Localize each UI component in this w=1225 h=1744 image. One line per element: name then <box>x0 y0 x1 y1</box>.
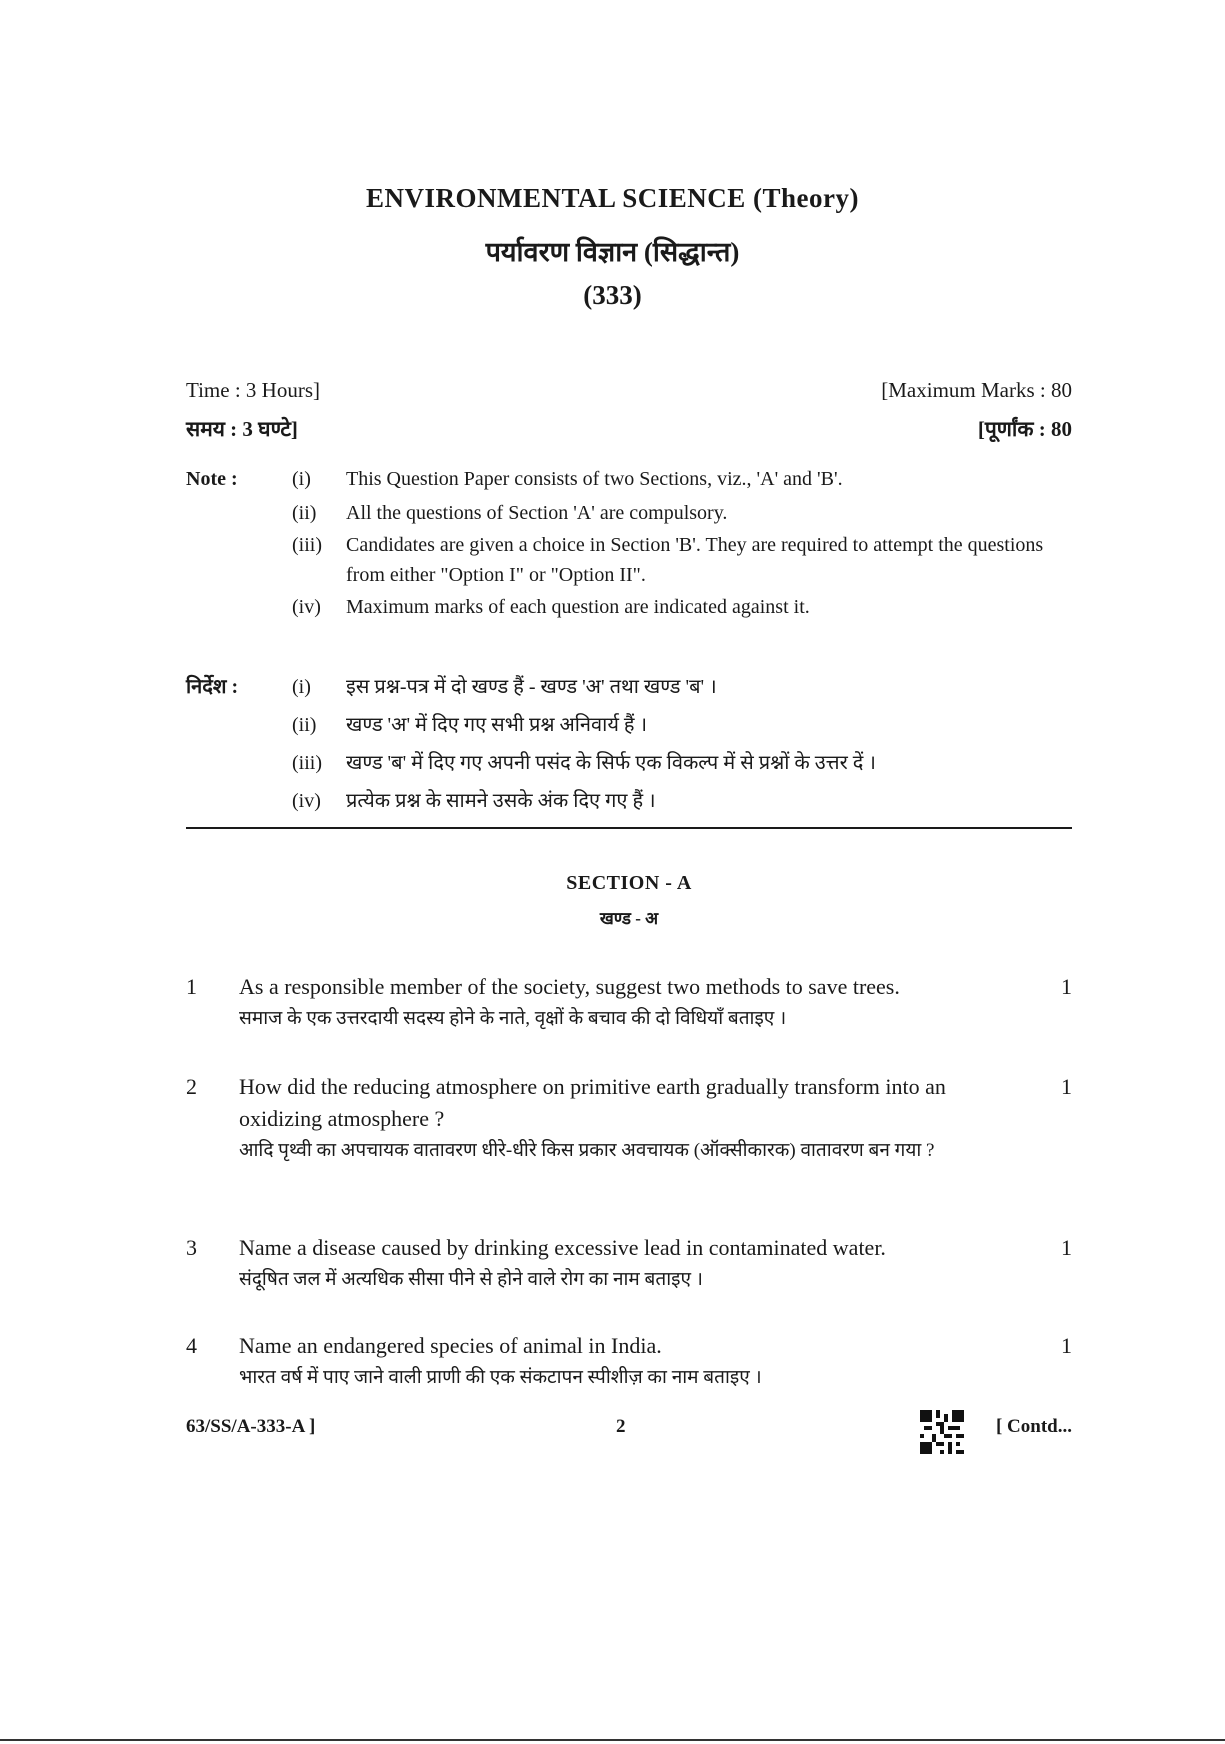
note-item <box>186 668 1072 706</box>
continued-label: [ Contd... <box>995 1416 1072 1437</box>
page-number: 2 <box>616 1416 626 1437</box>
note-item <box>186 496 1072 530</box>
note-number: (iv) <box>292 790 321 812</box>
time-hindi: समय : 3 घण्टे] <box>186 417 298 441</box>
time-english: Time : 3 Hours] <box>186 378 320 402</box>
question-number: 4 <box>186 1333 197 1358</box>
note-number: (iii) <box>292 752 322 774</box>
note-number: (i) <box>292 468 311 490</box>
note-number: (iv) <box>292 596 321 618</box>
note-text: Maximum marks of each question are indicated against it. <box>346 596 810 618</box>
max-marks-english: [Maximum Marks : 80 <box>881 378 1072 402</box>
meta-row-hindi <box>186 415 1072 443</box>
question-number: 1 <box>186 974 197 999</box>
question-number: 3 <box>186 1235 197 1260</box>
qr-code-icon <box>920 1410 964 1454</box>
note-item <box>186 590 1072 624</box>
question-marks: 1 <box>1061 1333 1072 1358</box>
section-title-hindi: खण्ड - अ <box>599 909 659 928</box>
question-text-english: How did the reducing atmosphere on primitive earth gradually transform into an oxidizing atmosphere ? <box>239 1074 946 1131</box>
note-number: (iii) <box>292 534 322 556</box>
question <box>186 1330 1072 1394</box>
question-text-hindi: भारत वर्ष में पाए जाने वाली प्राणी की एक संकटापन स्पीशीज़ का नाम बताइए । <box>239 1367 762 1388</box>
note-number: (i) <box>292 676 311 698</box>
question-text-hindi: समाज के एक उत्तरदायी सदस्य होने के नाते, वृक्षों के बचाव की दो विधियाँ बताइए । <box>239 1008 787 1029</box>
notes-heading: Note : <box>186 468 238 490</box>
question-text-english: Name an endangered species of animal in India. <box>239 1333 662 1358</box>
note-text: खण्ड 'अ' में दिए गए सभी प्रश्न अनिवार्य हैं । <box>346 714 648 736</box>
note-number: (ii) <box>292 502 317 524</box>
note-text: Candidates are given a choice in Section 'B'. They are required to attempt the questions from either "Option I" or "Option II". <box>346 534 1044 586</box>
question-text-english: As a responsible member of the society, suggest two methods to save trees. <box>239 974 900 999</box>
note-item <box>186 744 1072 782</box>
question-marks: 1 <box>1061 974 1072 999</box>
notes-english <box>186 462 1072 624</box>
note-item <box>186 530 1072 590</box>
paper-code-footer: 63/SS/A-333-A ] <box>186 1416 316 1437</box>
question-text-english: Name a disease caused by drinking excessive lead in contaminated water. <box>239 1235 886 1260</box>
paper-title-hindi: पर्यावरण विज्ञान (सिद्धान्त) <box>485 237 740 267</box>
divider <box>186 827 1072 829</box>
notes-hindi <box>186 668 1072 820</box>
max-marks-hindi: [पूर्णांक : 80 <box>977 417 1072 441</box>
question-text-hindi: आदि पृथ्वी का अपचायक वातावरण धीरे-धीरे किस प्रकार अवचायक (ऑक्सीकारक) वातावरण बन गया ? <box>239 1140 935 1161</box>
notes-heading-hindi: निर्देश : <box>186 676 239 698</box>
note-text: खण्ड 'ब' में दिए गए अपनी पसंद के सिर्फ एक विकल्प में से प्रश्नों के उत्तर दें । <box>346 752 876 774</box>
question <box>186 971 1072 1035</box>
note-text: प्रत्येक प्रश्न के सामने उसके अंक दिए गए हैं । <box>346 790 656 812</box>
note-text: This Question Paper consists of two Sections, viz., 'A' and 'B'. <box>346 468 843 490</box>
question <box>186 1071 1072 1167</box>
question <box>186 1232 1072 1296</box>
note-item <box>186 782 1072 820</box>
note-item <box>186 706 1072 744</box>
paper-code: (333) <box>583 280 642 310</box>
note-text: इस प्रश्न-पत्र में दो खण्ड हैं - खण्ड 'अ' तथा खण्ड 'ब' । <box>346 676 717 698</box>
question-marks: 1 <box>1061 1235 1072 1260</box>
question-marks: 1 <box>1061 1074 1072 1099</box>
note-text: All the questions of Section 'A' are compulsory. <box>346 502 728 524</box>
question-text-hindi: संदूषित जल में अत्यधिक सीसा पीने से होने वाले रोग का नाम बताइए । <box>239 1269 703 1290</box>
meta-row-english <box>186 378 1072 403</box>
section-title: SECTION - A <box>566 872 692 894</box>
scan-edge-line <box>0 1739 1225 1741</box>
note-number: (ii) <box>292 714 317 736</box>
paper-title: ENVIRONMENTAL SCIENCE (Theory) <box>365 183 860 213</box>
question-number: 2 <box>186 1074 197 1099</box>
note-item <box>186 462 1072 496</box>
